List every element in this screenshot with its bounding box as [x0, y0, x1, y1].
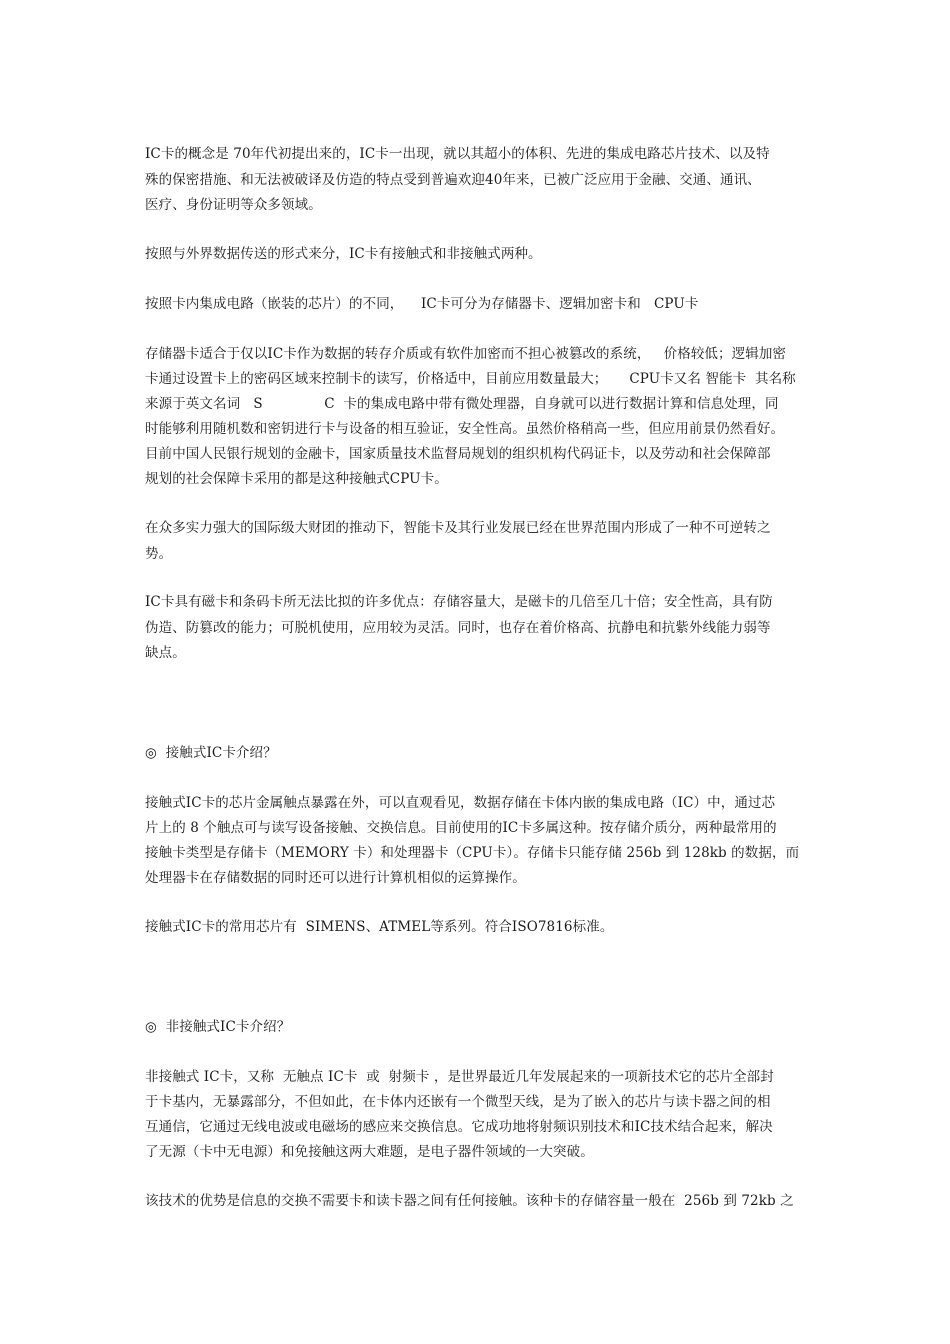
paragraph-line: IC卡具有磁卡和条码卡所无法比拟的许多优点：存储容量大，是磁卡的几倍至几十倍；安全性高，具有防	[145, 594, 773, 610]
paragraph-line: 接触式IC卡的芯片金属触点暴露在外，可以直观看见，数据存储在卡体内嵌的集成电路（IC）中，通过芯	[145, 795, 776, 811]
paragraph-line: 殊的保密措施、和无法被破译及仿造的特点受到普遍欢迎40年来，已被广泛应用于金融、交通、通讯、	[145, 172, 761, 188]
paragraph-line: 处理器卡在存储数据的同时还可以进行计算机相似的运算操作。	[145, 870, 526, 886]
paragraph-line: 该技术的优势是信息的交换不需要卡和读卡器之间有任何接触。该种卡的存储容量一般在 256b 到 72kb 之	[145, 1193, 794, 1209]
section-heading-contactless: ◎ 非接触式IC卡介绍？	[145, 1019, 291, 1035]
paragraph-line: 目前中国人民银行规划的金融卡，国家质量技术监督局规划的组织机构代码证卡，以及劳动和社会保障部	[145, 446, 771, 462]
paragraph-line: 来源于英文名词 S C 卡的集成电路中带有微处理器，自身就可以进行数据计算和信息处理，同	[145, 396, 779, 412]
paragraph-line: 卡通过设置卡上的密码区域来控制卡的读写，价格适中，目前应用数量最大； CPU卡又名 智能卡 其名称	[145, 371, 796, 387]
paragraph-line: 存储器卡适合于仅以IC卡作为数据的转存介质或有软件加密而不担心被篡改的系统， 价格较低；逻辑加密	[145, 346, 787, 362]
paragraph-line: IC卡的概念是 70年代初提出来的，IC卡一出现，就以其超小的体积、先进的集成电路芯片技术、以及特	[145, 146, 770, 162]
paragraph-line: 于卡基内，无暴露部分，不但如此，在卡体内还嵌有一个微型天线，是为了嵌入的芯片与读卡器之间的相	[145, 1094, 771, 1110]
paragraph-line: 按照与外界数据传送的形式来分，IC卡有接触式和非接触式两种。	[145, 246, 542, 262]
paragraph-line: 了无源（卡中无电源）和免接触这两大难题，是电子器件领域的一大突破。	[145, 1144, 594, 1160]
section-heading-contact: ◎ 接触式IC卡介绍？	[145, 745, 277, 761]
paragraph-line: 接触卡类型是存储卡（MEMORY 卡）和处理器卡（CPU卡）。存储卡只能存储 256b 到 128kb 的数据，而	[145, 845, 800, 861]
paragraph-line: 非接触式 IC卡，又称 无触点 IC卡 或 射频卡 ，是世界最近几年发展起来的一项新技术它的芯片全部封	[145, 1069, 774, 1085]
paragraph-line: 势。	[145, 546, 173, 562]
paragraph-line: 互通信，它通过无线电波或电磁场的感应来交换信息。它成功地将射频识别技术和IC技术结合起来，解决	[145, 1119, 773, 1135]
paragraph-line: 伪造、防篡改的能力；可脱机使用，应用较为灵活。同时，也存在着价格高、抗静电和抗紫外线能力弱等	[145, 620, 771, 636]
paragraph-line: 按照卡内集成电路（嵌装的芯片）的不同， IC卡可分为存储器卡、逻辑加密卡和 CPU卡	[145, 296, 699, 312]
paragraph-line: 在众多实力强大的国际级大财团的推动下，智能卡及其行业发展已经在世界范围内形成了一种不可逆转之	[145, 520, 771, 536]
paragraph-line: 医疗、身份证明等众多领域。	[145, 197, 322, 213]
paragraph-line: 规划的社会保障卡采用的都是这种接触式CPU卡。	[145, 471, 448, 487]
paragraph-line: 缺点。	[145, 645, 186, 661]
paragraph-line: 片上的 8 个触点可与读写设备接触、交换信息。目前使用的IC卡多属这种。按存储介质分，两种最常用的	[145, 820, 777, 836]
paragraph-line: 接触式IC卡的常用芯片有 SIMENS、ATMEL等系列。符合ISO7816标准。	[145, 919, 614, 935]
paragraph-line: 时能够利用随机数和密钥进行卡与设备的相互验证，安全性高。虽然价格稍高一些，但应用前景仍然看好。	[145, 421, 785, 437]
